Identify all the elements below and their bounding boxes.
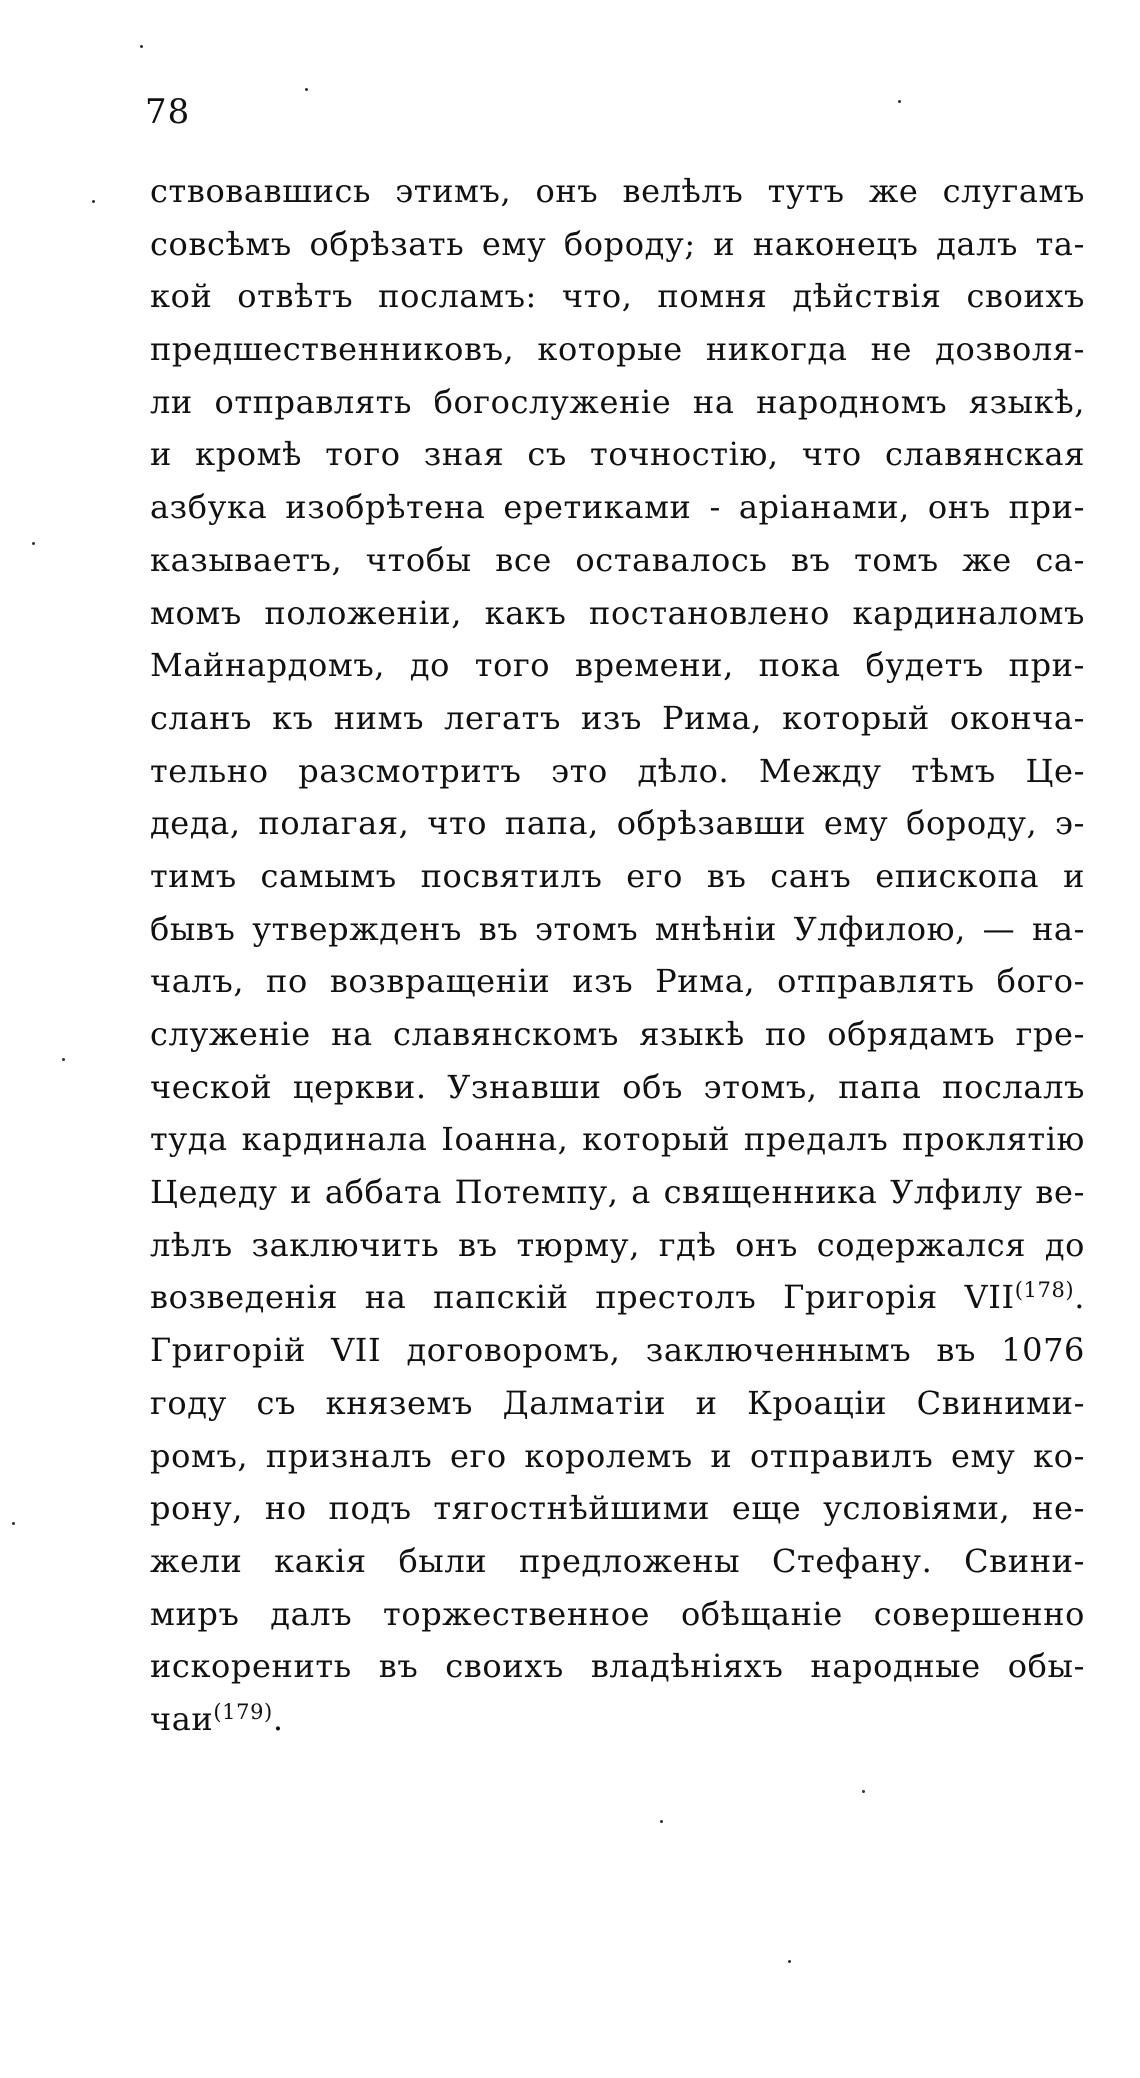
text-line: чалъ, по возвращеніи изъ Рима, отправлять бого-: [150, 962, 1085, 1001]
text-line: момъ положеніи, какъ постановлено кардиналомъ: [150, 593, 1085, 632]
line-text: чаи: [150, 1699, 214, 1738]
text-line: рону, но подъ тягостнѣйшими еще условіями, не-: [150, 1489, 1085, 1528]
text-line: совсѣмъ обрѣзать ему бороду; и наконецъ далъ та-: [150, 224, 1085, 263]
text-line: азбука изобрѣтена еретиками - аріанами, онъ при-: [150, 488, 1085, 527]
text-line: ромъ, призналъ его королемъ и отправилъ ему ко-: [150, 1436, 1085, 1475]
scan-speck: [862, 1790, 865, 1793]
text-line: тимъ самымъ посвятилъ его въ санъ епископа и: [150, 856, 1085, 895]
line-punctuation: .: [272, 1699, 284, 1738]
scan-speck: [92, 200, 95, 203]
body-text: [150, 165, 1085, 1746]
scan-speck: [898, 100, 901, 103]
text-line: казываетъ, чтобы все оставалось въ томъ же са-: [150, 540, 1085, 579]
footnote-ref-178[interactable]: (178): [1014, 1278, 1075, 1303]
text-line: Григорій VII договоромъ, заключеннымъ въ 1076: [150, 1331, 1085, 1370]
scan-speck: [32, 542, 35, 545]
text-line: бывъ утвержденъ въ этомъ мнѣніи Улфилою, — на-: [150, 909, 1085, 948]
text-line: Цедеду и аббата Потемпу, а священника Улфилу ве-: [150, 1173, 1085, 1212]
footnote-ref-179[interactable]: (179): [213, 1699, 273, 1724]
text-line: искоренить въ своихъ владѣніяхъ народные обы-: [150, 1647, 1085, 1686]
text-line: предшественниковъ, которые никогда не дозволя-: [150, 330, 1085, 369]
scan-speck: [305, 88, 308, 91]
text-line: служеніе на славянскомъ языкѣ по обрядамъ гре-: [150, 1015, 1085, 1053]
text-line-with-footnote: [150, 1271, 1085, 1324]
text-line: ческой церкви. Узнавши объ этомъ, папа послалъ: [150, 1067, 1085, 1106]
scan-speck: [660, 1820, 663, 1823]
page-number: 78: [145, 92, 191, 132]
text-line: ли отправлять богослуженіе на народномъ языкѣ,: [150, 382, 1085, 421]
scan-speck: [62, 1058, 65, 1061]
text-line: кой отвѣтъ посламъ: что, помня дѣйствія своихъ: [150, 277, 1085, 316]
text-line: деда, полагая, что папа, обрѣзавши ему бороду, э-: [150, 804, 1085, 843]
text-line: Майнардомъ, до того времени, пока будетъ при-: [150, 646, 1085, 685]
line-text: возведенія на папскій престолъ Григорія VII: [150, 1278, 1015, 1317]
text-line: тельно разсмотритъ это дѣло. Между тѣмъ Це-: [150, 751, 1085, 790]
text-line: и кромѣ того зная съ точностію, что славянская: [150, 435, 1085, 474]
text-line: лѣлъ заключить въ тюрму, гдѣ онъ содержался до: [150, 1225, 1085, 1264]
text-line: году съ княземъ Далматіи и Кроаціи Свиними-: [150, 1383, 1085, 1422]
text-line: ствовавшись этимъ, онъ велѣлъ тутъ же слугамъ: [150, 172, 1085, 210]
scan-speck: [12, 1522, 15, 1525]
text-line: жели какія были предложены Стефану. Свини-: [150, 1541, 1085, 1580]
text-line: миръ далъ торжественное обѣщаніе совершенно: [150, 1594, 1085, 1633]
scan-speck: [140, 45, 143, 48]
text-line-with-footnote: [150, 1693, 1085, 1746]
text-line: сланъ къ нимъ легатъ изъ Рима, который оконча-: [150, 698, 1085, 737]
text-line: туда кардинала Іоанна, который предалъ проклятію: [150, 1120, 1085, 1159]
line-punctuation: .: [1074, 1278, 1085, 1317]
scan-speck: [788, 1960, 791, 1963]
